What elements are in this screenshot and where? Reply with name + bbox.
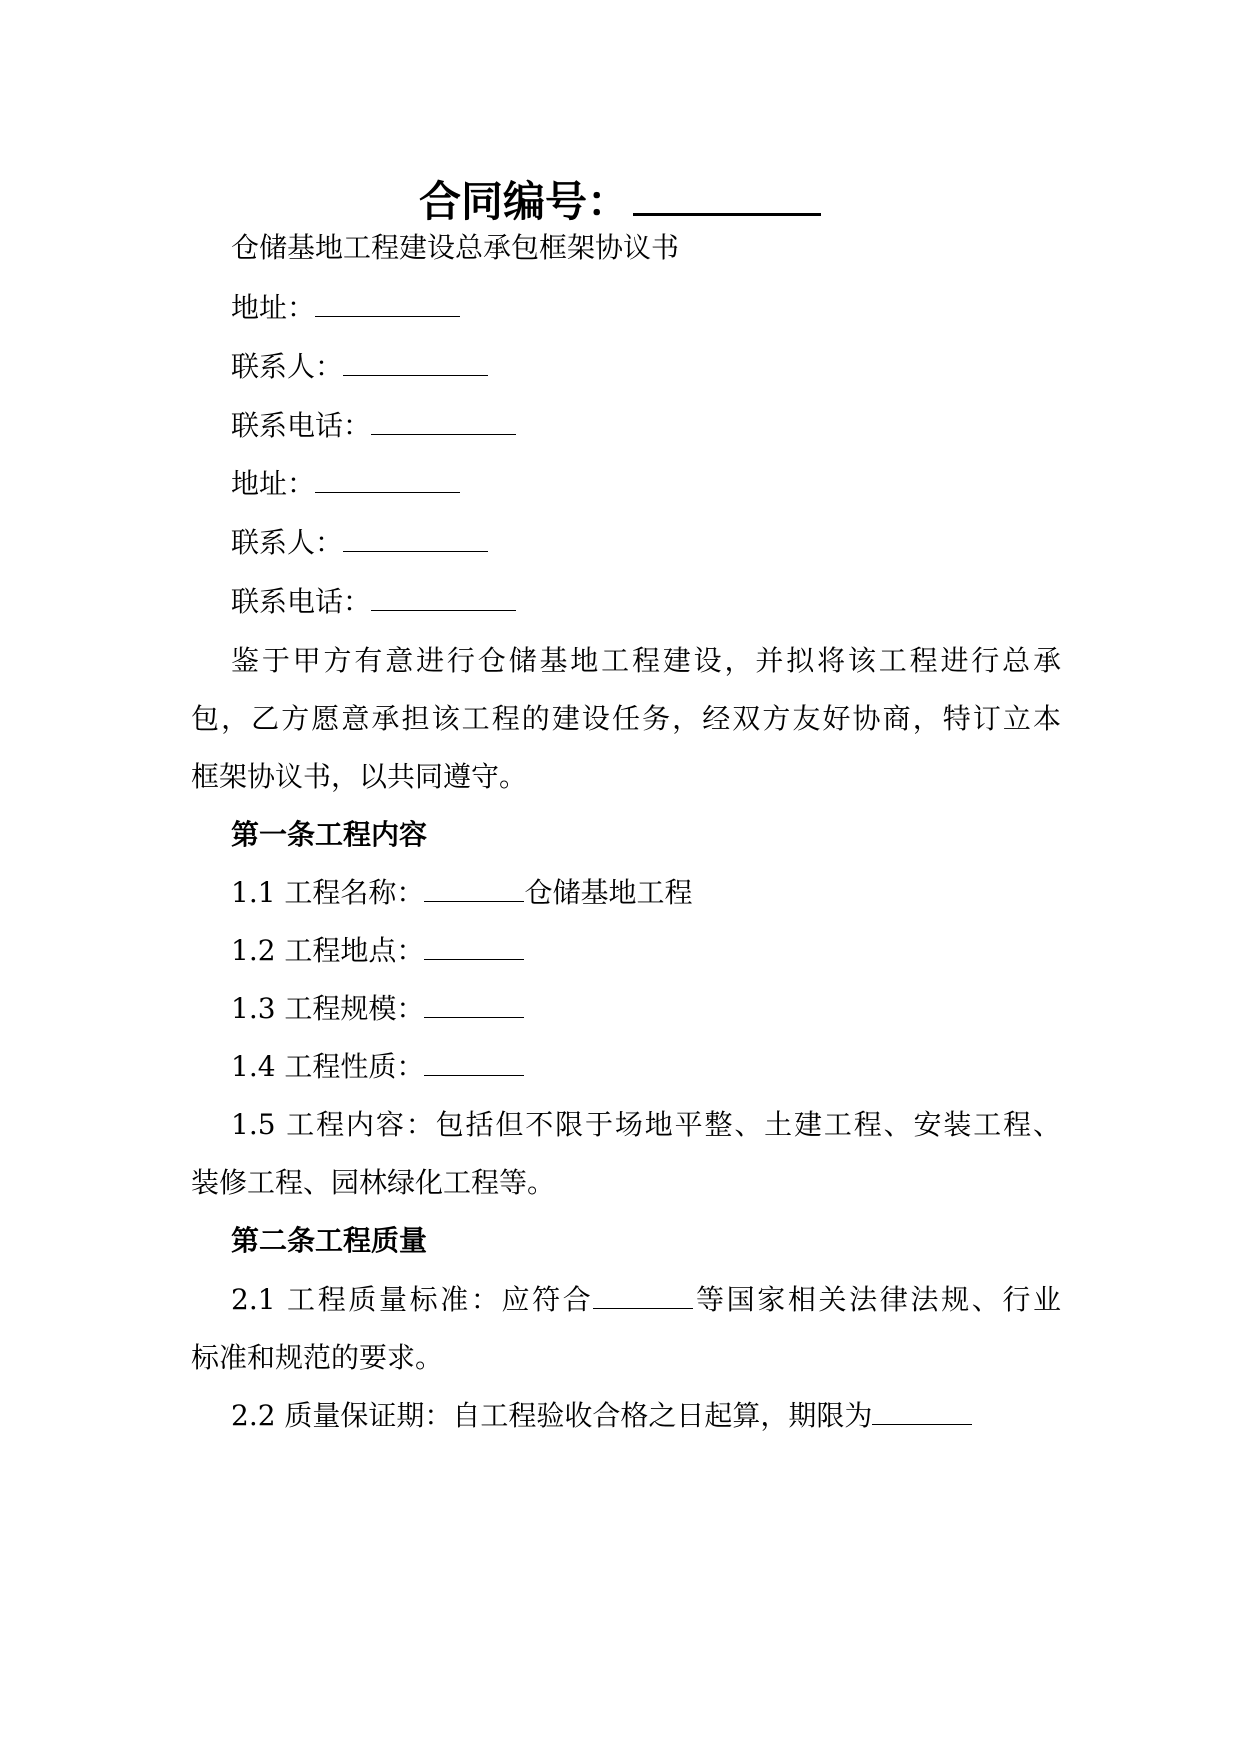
party-b-phone-blank <box>371 584 516 611</box>
party-a-phone <box>231 394 1111 458</box>
project-name-suffix: 仓储基地工程 <box>524 876 693 909</box>
contract-number-label: 合同编号： <box>418 177 629 226</box>
party-b-phone <box>231 570 1111 634</box>
preamble-line-1: 鉴于甲方有意进行仓储基地工程建设，并拟将该工程进行总承 <box>231 644 1061 677</box>
contract-number-blank <box>633 175 821 216</box>
party-a-phone-label: 联系电话： <box>231 409 372 442</box>
document-subtitle: 仓储基地工程建设总承包框架协议书 <box>231 231 680 264</box>
party-a-contact-label: 联系人： <box>231 350 344 383</box>
party-a-contact-blank <box>343 349 488 376</box>
article-1-heading: 第一条工程内容 <box>231 818 428 851</box>
warranty-period-prefix: 2.2 质量保证期：自工程验收合格之日起算，期限为 <box>231 1399 873 1432</box>
party-b-phone-label: 联系电话： <box>231 585 372 618</box>
project-location-blank <box>424 933 524 960</box>
article-1-item-5-line-1: 1.5 工程内容：包括但不限于场地平整、土建工程、安装工程、 <box>231 1108 1061 1141</box>
project-scale-label: 1.3 工程规模： <box>231 992 425 1025</box>
party-b-contact-blank <box>343 525 488 552</box>
party-a-address-blank <box>315 290 460 317</box>
project-name-blank <box>424 875 524 902</box>
party-a-phone-blank <box>371 408 516 435</box>
article-1-item-1 <box>231 861 1111 925</box>
party-b-address <box>231 452 1111 516</box>
preamble-line-3: 框架协议书，以共同遵守。 <box>191 760 528 793</box>
project-scale-blank <box>424 991 524 1018</box>
preamble-line-2: 包，乙方愿意承担该工程的建设任务，经双方友好协商，特订立本 <box>191 702 1061 735</box>
article-2-item-1-line-1 <box>231 1268 1061 1332</box>
party-a-contact <box>231 335 1111 399</box>
project-nature-blank <box>424 1049 524 1076</box>
article-1-item-5-line-2: 装修工程、园林绿化工程等。 <box>191 1166 556 1199</box>
party-b-contact-label: 联系人： <box>231 526 344 559</box>
article-2-item-2 <box>231 1384 1111 1448</box>
party-b-address-blank <box>315 466 460 493</box>
article-1-item-4 <box>231 1035 1111 1099</box>
quality-standard-prefix: 2.1 工程质量标准：应符合 <box>231 1283 594 1316</box>
project-name-label: 1.1 工程名称： <box>231 876 425 909</box>
article-1-item-3 <box>231 977 1111 1041</box>
article-2-heading: 第二条工程质量 <box>231 1224 428 1257</box>
project-location-label: 1.2 工程地点： <box>231 934 425 967</box>
project-nature-label: 1.4 工程性质： <box>231 1050 425 1083</box>
warranty-period-blank <box>872 1398 972 1425</box>
party-b-address-label: 地址： <box>231 467 316 500</box>
party-b-contact <box>231 511 1111 575</box>
party-a-address <box>231 276 1111 340</box>
quality-standard-blank <box>593 1282 693 1309</box>
article-2-item-1-line-2: 标准和规范的要求。 <box>191 1341 444 1374</box>
article-1-item-2 <box>231 919 1111 983</box>
party-a-address-label: 地址： <box>231 291 316 324</box>
quality-standard-suffix: 等国家相关法律法规、行业 <box>693 1283 1061 1316</box>
